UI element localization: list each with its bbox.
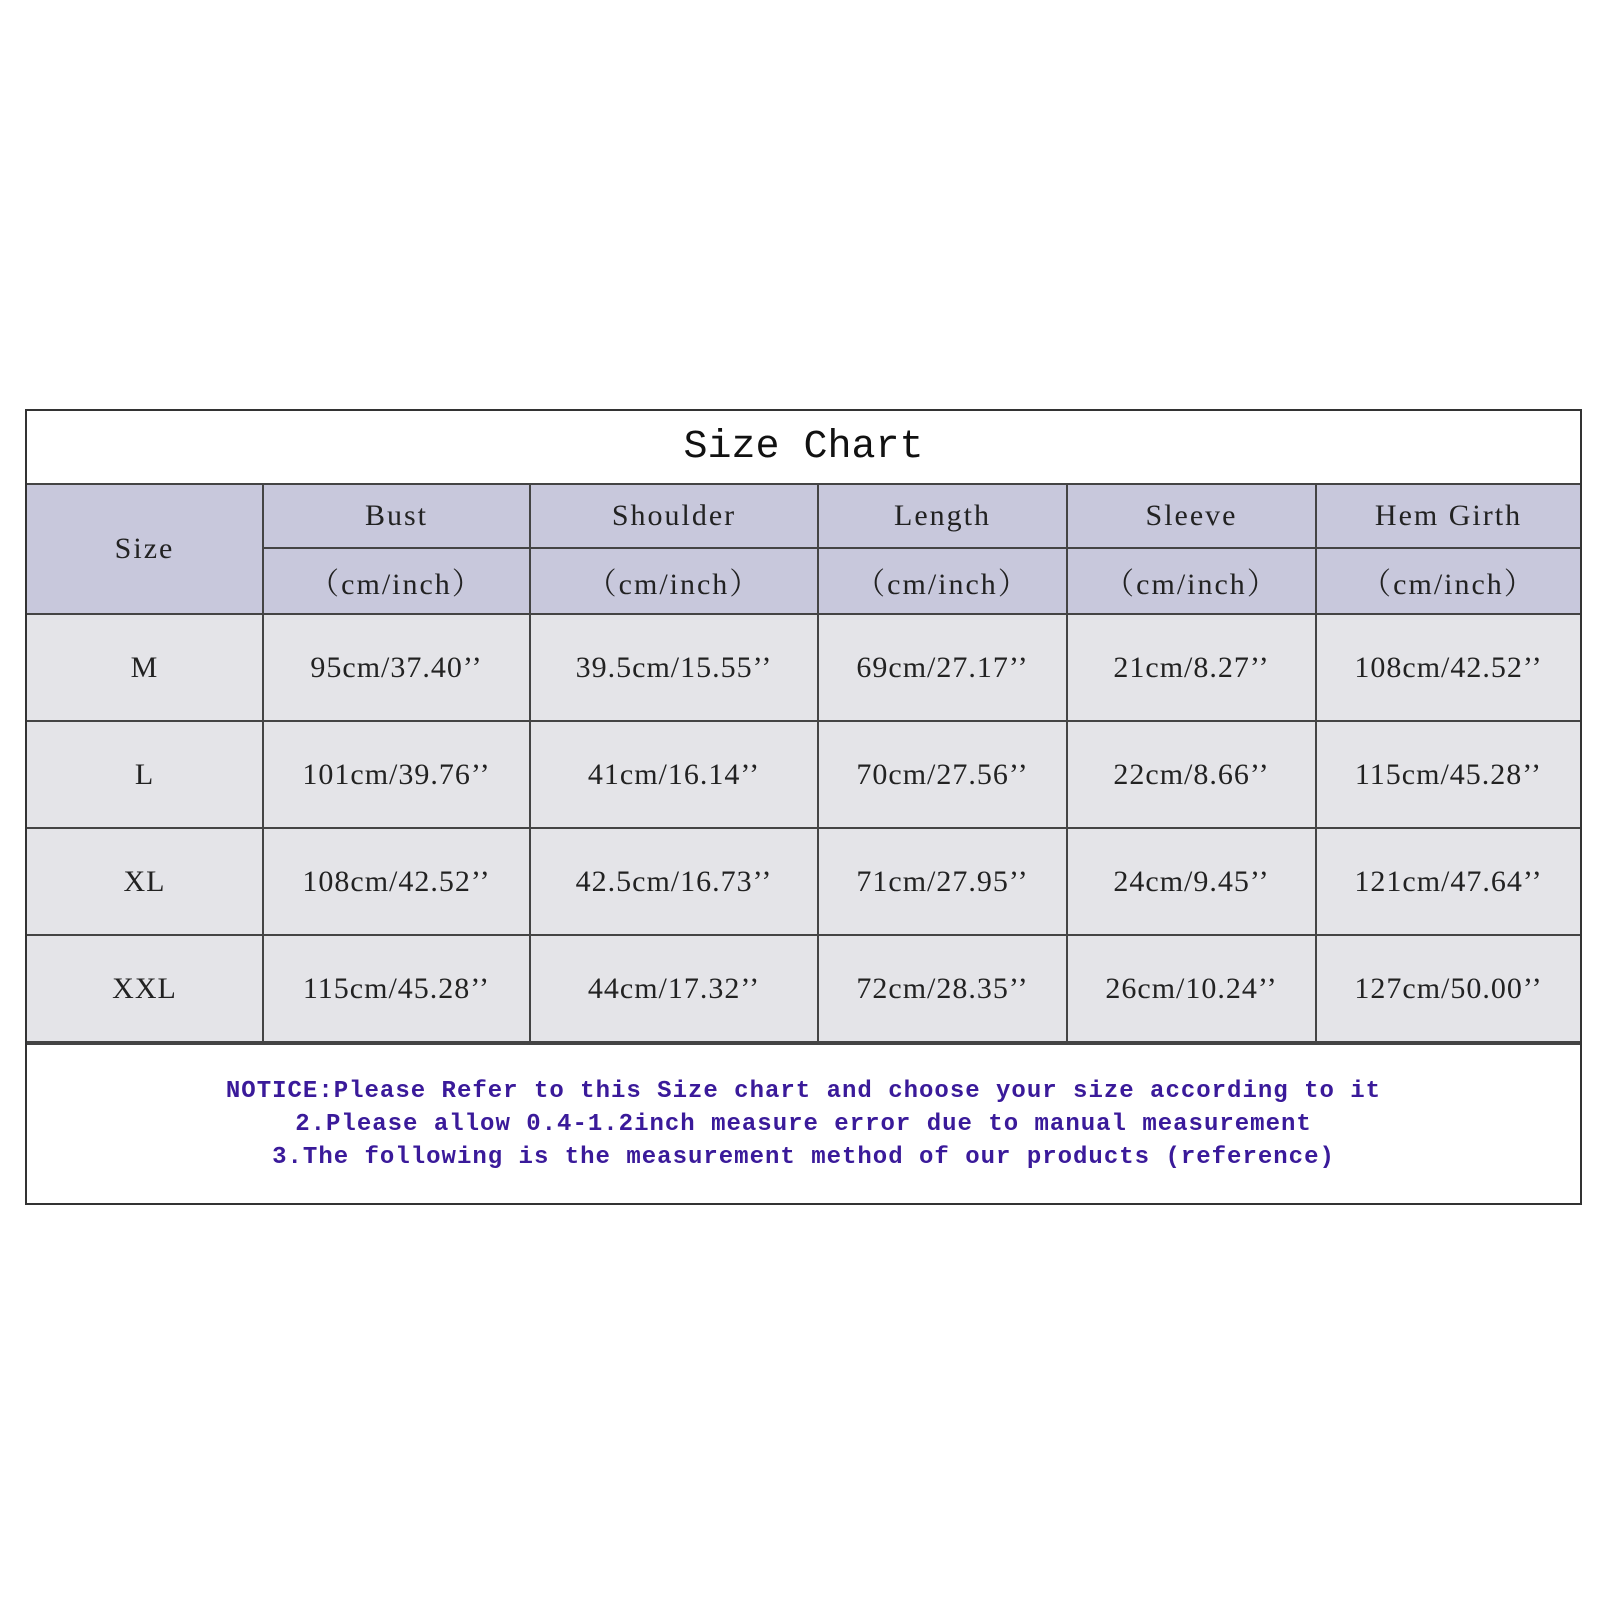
size-label: XL: [27, 828, 263, 935]
size-table: [27, 485, 1580, 1043]
notice-line: 2.Please allow 0.4-1.2inch measure error due to manual measurement: [295, 1110, 1312, 1138]
unit-label: （cm/inch）: [263, 548, 530, 614]
size-chart: [25, 409, 1582, 1205]
table-row: [27, 935, 1580, 1042]
measurement-cell: 121cm/47.64’’: [1316, 828, 1580, 935]
measurement-cell: 44cm/17.32’’: [530, 935, 818, 1042]
measurement-cell: 21cm/8.27’’: [1067, 614, 1316, 721]
column-header: Shoulder: [530, 485, 818, 548]
notice-line: NOTICE:Please Refer to this Size chart and choose your size according to it: [225, 1077, 1382, 1105]
measurement-cell: 70cm/27.56’’: [818, 721, 1067, 828]
measurement-cell: 24cm/9.45’’: [1067, 828, 1316, 935]
column-header: Bust: [263, 485, 530, 548]
measurement-cell: 115cm/45.28’’: [1316, 721, 1580, 828]
measurement-cell: 101cm/39.76’’: [263, 721, 530, 828]
table-row: [27, 828, 1580, 935]
measurement-cell: 42.5cm/16.73’’: [530, 828, 818, 935]
column-header: Hem Girth: [1316, 485, 1580, 548]
unit-label: （cm/inch）: [530, 548, 818, 614]
size-label: L: [27, 721, 263, 828]
measurement-cell: 69cm/27.17’’: [818, 614, 1067, 721]
table-row: [27, 614, 1580, 721]
column-header: Length: [818, 485, 1067, 548]
measurement-cell: 108cm/42.52’’: [1316, 614, 1580, 721]
measurement-cell: 41cm/16.14’’: [530, 721, 818, 828]
measurement-cell: 115cm/45.28’’: [263, 935, 530, 1042]
measurement-cell: 71cm/27.95’’: [818, 828, 1067, 935]
measurement-cell: 95cm/37.40’’: [263, 614, 530, 721]
size-column-header: Size: [27, 485, 263, 614]
unit-label: （cm/inch）: [1067, 548, 1316, 614]
chart-title: Size Chart: [27, 411, 1580, 485]
size-label: XXL: [27, 935, 263, 1042]
measurement-cell: 22cm/8.66’’: [1067, 721, 1316, 828]
column-header: Sleeve: [1067, 485, 1316, 548]
measurement-cell: 72cm/28.35’’: [818, 935, 1067, 1042]
unit-label: （cm/inch）: [818, 548, 1067, 614]
table-row: [27, 721, 1580, 828]
notice-block: [27, 1043, 1580, 1203]
unit-label: （cm/inch）: [1316, 548, 1580, 614]
notice-line: 3.The following is the measurement method of our products (reference): [272, 1143, 1335, 1171]
measurement-cell: 39.5cm/15.55’’: [530, 614, 818, 721]
measurement-cell: 127cm/50.00’’: [1316, 935, 1580, 1042]
measurement-cell: 108cm/42.52’’: [263, 828, 530, 935]
size-label: M: [27, 614, 263, 721]
measurement-cell: 26cm/10.24’’: [1067, 935, 1316, 1042]
